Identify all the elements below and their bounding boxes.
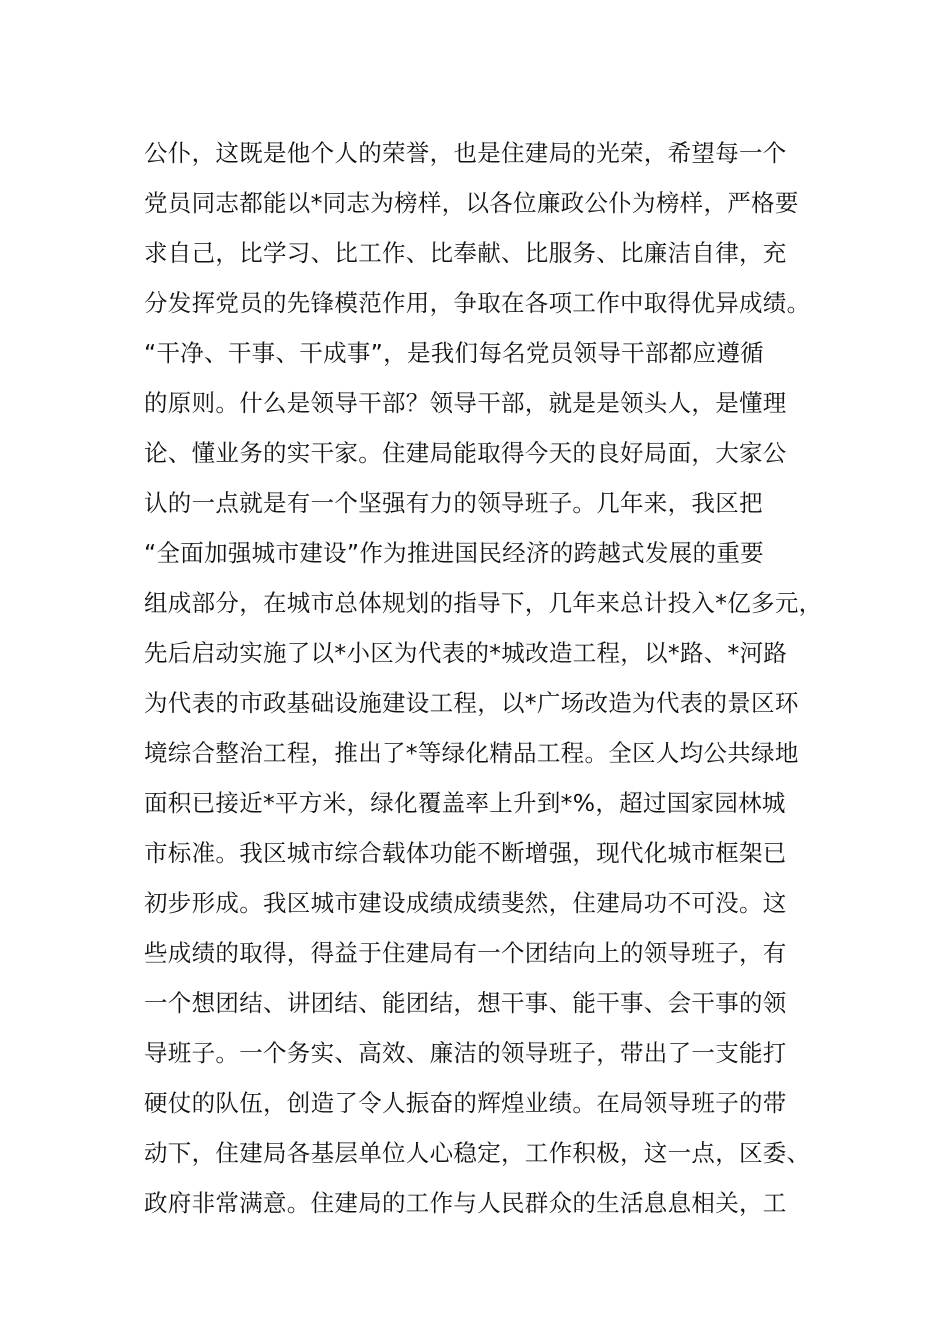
text-line: 党员同志都能以*同志为榜样，以各位廉政公仆为榜样，严格要 (144, 189, 799, 217)
body-text (144, 128, 824, 1228)
text-line: 初步形成。我区城市建设成绩成绩斐然，住建局功不可没。这 (144, 889, 787, 917)
text-line: 求自己，比学习、比工作、比奉献、比服务、比廉洁自律，充 (144, 239, 787, 267)
text-line: 一个想团结、讲团结、能团结，想干事、能干事、会干事的领 (144, 989, 787, 1017)
text-line: 先后启动实施了以*小区为代表的*城改造工程，以*路、*河路 (144, 639, 788, 667)
text-line: 组成部分，在城市总体规划的指导下，几年来总计投入*亿多元， (144, 589, 823, 617)
text-line: 市标准。我区城市综合载体功能不断增强，现代化城市框架已 (144, 839, 787, 867)
text-line: 政府非常满意。住建局的工作与人民群众的生活息息相关，工 (144, 1189, 787, 1217)
text-line: 论、懂业务的实干家。住建局能取得今天的良好局面，大家公 (144, 439, 787, 467)
text-line: 些成绩的取得，得益于住建局有一个团结向上的领导班子，有 (144, 939, 787, 967)
text-line: 的原则。什么是领导干部？领导干部，就是是领头人，是懂理 (144, 389, 787, 417)
text-line: 为代表的市政基础设施建设工程，以*广场改造为代表的景区环 (144, 689, 799, 717)
text-line: 导班子。一个务实、高效、廉洁的领导班子，带出了一支能打 (144, 1039, 787, 1067)
text-line: 公仆，这既是他个人的荣誉，也是住建局的光荣，希望每一个 (144, 139, 787, 167)
text-line: 分发挥党员的先锋模范作用，争取在各项工作中取得优异成绩。 (144, 289, 811, 317)
text-line: “干净、干事、干成事”，是我们每名党员领导干部都应遵循 (144, 339, 764, 367)
text-line: 境综合整治工程，推出了*等绿化精品工程。全区人均公共绿地 (144, 739, 799, 767)
text-line: “全面加强城市建设”作为推进国民经济的跨越式发展的重要 (144, 539, 764, 567)
text-line: 认的一点就是有一个坚强有力的领导班子。几年来，我区把 (144, 489, 763, 517)
text-line: 面积已接近*平方米，绿化覆盖率上升到*%，超过国家园林城 (144, 789, 786, 817)
text-line: 动下，住建局各基层单位人心稳定，工作积极，这一点，区委、 (144, 1139, 811, 1167)
text-line: 硬仗的队伍，创造了令人振奋的辉煌业绩。在局领导班子的带 (144, 1089, 787, 1117)
